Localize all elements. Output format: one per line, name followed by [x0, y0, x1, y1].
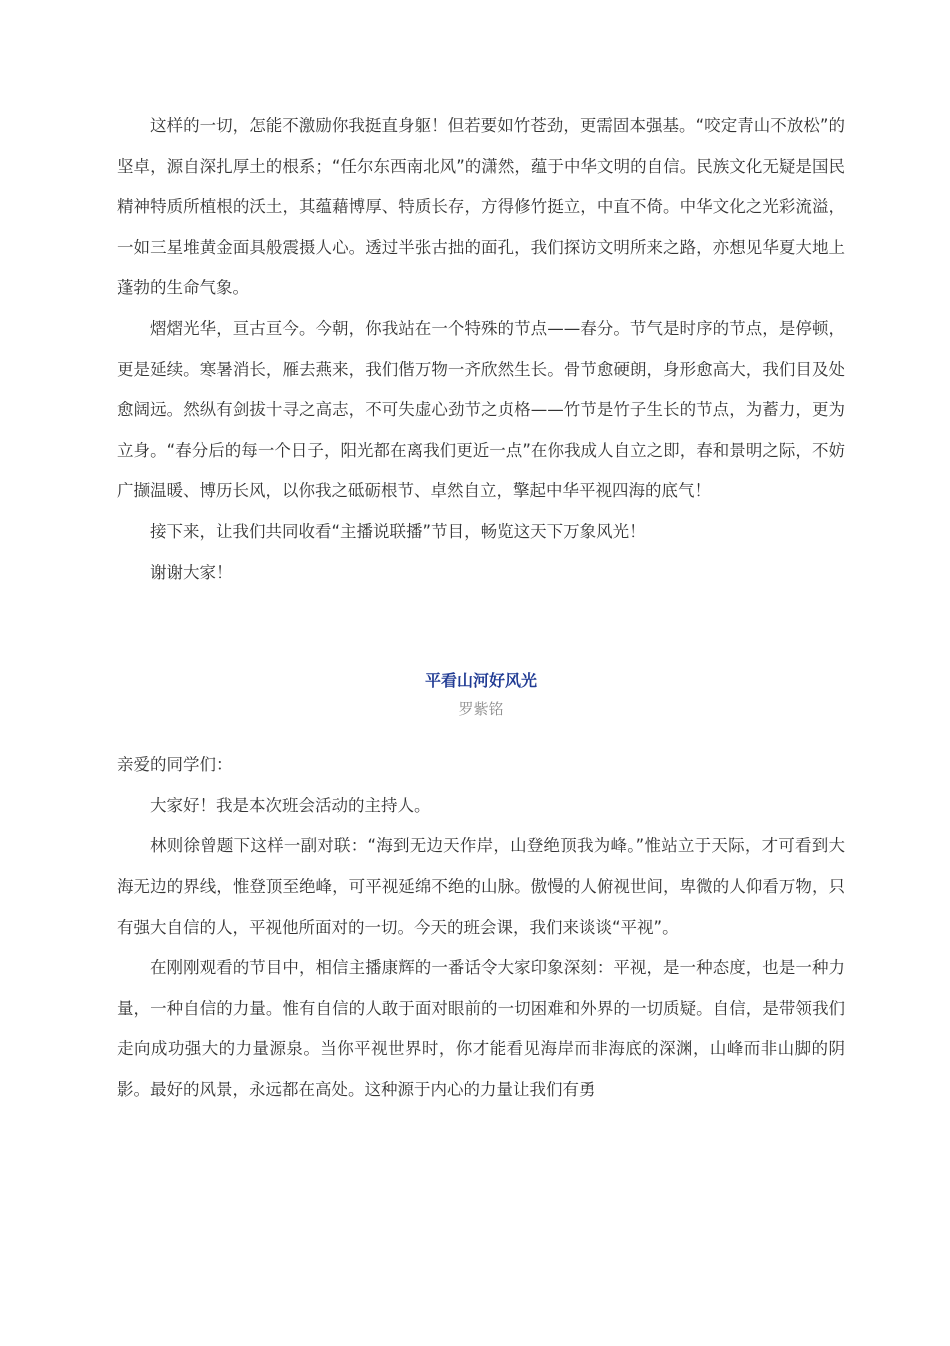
salutation: 亲爱的同学们：	[117, 755, 233, 775]
title-spacing	[117, 723, 845, 745]
paragraph: 在刚刚观看的节目中，相信主播康辉的一番话令大家印象深刻：平视，是一种态度，也是一种力量，一种自信的力量。惟有自信的人敢于面对眼前的一切困难和外界的一切质疑。自信，是带领我们走向成功强大的力量源泉。当你平视世界时，你才能看见海岸而非海底的深渊，山峰而非山脚的阴影。最好的风景，永远都在高处。这种源于内心的力量让我们有勇	[117, 958, 845, 1099]
speech-section-1	[117, 106, 845, 593]
section-title: 平看山河好风光	[424, 671, 537, 691]
author-name: 罗紫铭	[458, 700, 504, 719]
paragraph: 谢谢大家！	[150, 562, 233, 582]
paragraph: 大家好！我是本次班会活动的主持人。	[150, 795, 431, 815]
speech-section-2	[117, 667, 845, 1110]
paragraph: 林则徐曾题下这样一副对联：“海到无边天作岸，山登绝顶我为峰。”惟站立于天际，才可看到大海无边的界线，惟登顶至绝峰，可平视延绵不绝的山脉。傲慢的人俯视世间，卑微的人仰看万物，只有强大自信的人，平视他所面对的一切。今天的班会课，我们来谈谈“平视”。	[117, 836, 845, 937]
document-page	[117, 106, 845, 1110]
paragraph: 熠熠光华，亘古亘今。今朝，你我站在一个特殊的节点——春分。节气是时序的节点，是停顿，更是延续。寒暑消长，雁去燕来，我们偕万物一齐欣然生长。骨节愈硬朗，身形愈高大，我们目及处愈阔远。然纵有剑拔十寻之高志，不可失虚心劲节之贞格——竹节是竹子生长的节点，为蓄力，更为立身。“春分后的每一个日子，阳光都在离我们更近一点”在你我成人自立之即，春和景明之际，不妨广撷温暖、博历长风，以你我之砥砺根节、卓然自立，擎起中华平视四海的底气！	[117, 318, 845, 501]
paragraph: 接下来，让我们共同收看“主播说联播”节目，畅览这天下万象风光！	[150, 521, 646, 541]
paragraph: 这样的一切，怎能不激励你我挺直身躯！但若要如竹苍劲，更需固本强基。“咬定青山不放松”的坚卓，源自深扎厚土的根系；“任尔东西南北风”的潇然，蕴于中华文明的自信。民族文化无疑是国民精神特质所植根的沃土，其蕴藉博厚、特质长存，方得修竹挺立，中直不倚。中华文化之光彩流溢，一如三星堆黄金面具般震摄人心。透过半张古拙的面孔，我们探访文明所来之路，亦想见华夏大地上蓬勃的生命气象。	[117, 116, 845, 298]
section-divider-space	[117, 593, 845, 667]
